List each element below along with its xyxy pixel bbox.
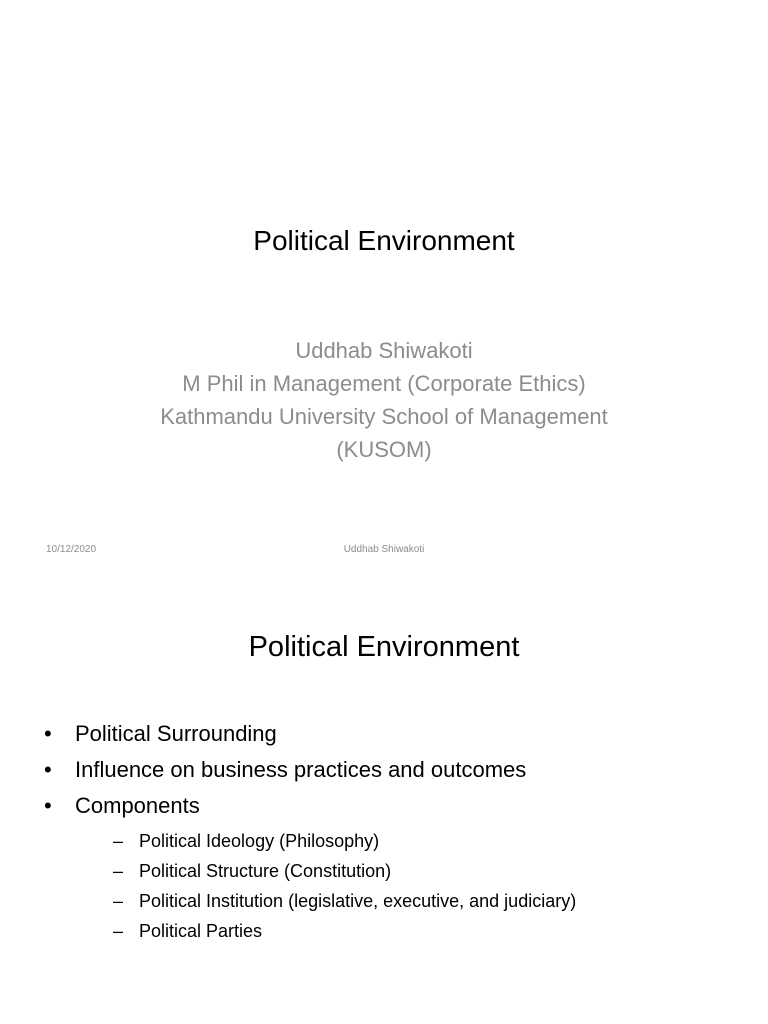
bullet-item [44, 716, 744, 752]
author-degree: M Phil in Management (Corporate Ethics) [182, 371, 586, 396]
author-school-abbr: (KUSOM) [336, 437, 432, 462]
author-name: Uddhab Shiwakoti [295, 338, 473, 363]
footer-author: Uddhab Shiwakoti [343, 544, 425, 555]
sub-bullet-item [75, 856, 744, 886]
sub-bullet-item [75, 826, 744, 856]
content-slide [0, 576, 768, 1024]
sub-bullet-marker: – [113, 891, 124, 911]
slide-title: Political Environment [253, 225, 515, 256]
sub-bullet-list [75, 826, 744, 946]
bullet-item [44, 752, 744, 788]
sub-bullet-text: Political Structure (Constitution) [139, 861, 392, 881]
sub-bullet-marker: – [113, 861, 124, 881]
bullet-text: Influence on business practices and outcomes [75, 757, 527, 782]
footer-date: 10/12/2020 [46, 544, 97, 555]
sub-bullet-text: Political Institution (legislative, executive, and judiciary) [139, 891, 577, 911]
bullet-item [44, 788, 744, 946]
sub-bullet-text: Political Parties [139, 921, 263, 941]
sub-bullet-marker: – [113, 921, 124, 941]
sub-bullet-item [75, 916, 744, 946]
slide-title: Political Environment [248, 631, 520, 663]
bullet-text: Political Surrounding [75, 721, 277, 746]
bullet-list [44, 716, 744, 946]
bullet-marker: • [44, 793, 52, 818]
author-school: Kathmandu University School of Management [160, 404, 608, 429]
sub-bullet-marker: – [113, 831, 124, 851]
bullet-marker: • [44, 757, 52, 782]
bullet-text: Components [75, 793, 200, 818]
slide-subtitle [0, 334, 768, 466]
bullet-marker: • [44, 721, 52, 746]
sub-bullet-item [75, 886, 744, 916]
sub-bullet-text: Political Ideology (Philosophy) [139, 831, 380, 851]
